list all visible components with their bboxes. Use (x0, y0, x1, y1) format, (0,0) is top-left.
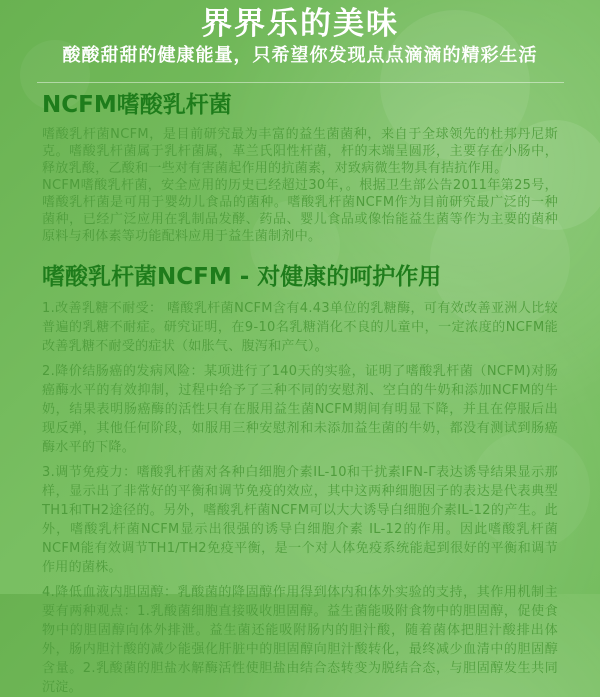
paragraph: 3.调节免疫力：嗜酸乳杆菌对各种白细胞介素IL-10和干扰素IFN-Γ表达诱导结果显示那样，显示出了非常好的平衡和调节免疫的效应，其中这两种细胞因子的表达是代表典型TH1和TH2途径的。另外，嗜酸乳杆菌NCFM可以大大诱导白细胞介素IL-12的产生。此外，嗜酸乳杆菌NCFM显示出很强的诱导白细胞介素 IL-12的作用。因此嗜酸乳杆菌NCFM能有效调节TH1/TH2免疫平衡，是一个对人体免疫系统能起到很好的平衡和调节作用的菌株。 (42, 465, 558, 575)
section-health-benefits (42, 264, 558, 697)
page-subtitle: 酸酸甜甜的健康能量，只希望你发现点点滴滴的精彩生活 (62, 45, 538, 66)
paragraph: 2.降价结肠癌的发病风险：某项进行了140天的实验，证明了嗜酸乳杆菌（NCFM)对肠癌酶水平的有效抑制，过程中给予了三种不同的安慰剂、空白的牛奶和添加NCFM的牛奶，结果表明肠癌酶的活性只有在服用益生菌NCFM期间有明显下降，并且在停服后出现反弹，其他任何阶段，如服用三种安慰剂和未添加益生菌的牛奶，都没有测试到肠癌酶水平的下降。 (42, 364, 558, 455)
paragraph: 1.改善乳糖不耐受： 嗜酸乳杆菌NCFM含有4.43单位的乳糖酶，可有效改善亚洲人比较普遍的乳糖不耐症。研究证明，在9-10名乳糖消化不良的儿童中，一定浓度的NCFM能改善乳糖不耐受的症状（如胀气、腹泻和产气）。 (42, 301, 558, 354)
page-title: 界界乐的美味 (201, 6, 399, 42)
content-area (0, 92, 600, 697)
section-heading-health-benefits: 嗜酸乳杆菌NCFM - 对健康的呵护作用 (42, 264, 442, 290)
paragraph: 4.降低血液内胆固醇：乳酸菌的降固醇作用得到体内和体外实验的支持，其作用机制主要有两种观点：1.乳酸菌细胞直接吸收胆固醇。益生菌能吸附食物中的胆固醇，促使食物中的胆固醇向体外排泄。益生菌还能吸附肠内的胆汁酸，随着菌体把胆汁酸排出体外，肠内胆汁酸的减少能强化肝脏中的胆固醇向胆汁酸转化，最终减少血清中的胆固醇含量。2.乳酸菌的胆盐水解酶活性使胆盐由结合态转变为脱结合态，与胆固醇发生共同沉淀。 (42, 585, 558, 695)
paragraph: 嗜酸乳杆菌NCFM，是目前研究最为丰富的益生菌菌种，来自于全球领先的杜邦丹尼斯克。嗜酸乳杆菌属于乳杆菌属，革兰氏阳性杆菌，杆的末端呈圆形，主要存在小肠中，释放乳酸，乙酸和一些对有害菌起作用的抗菌素，对致病微生物具有拮抗作用。 (42, 127, 558, 176)
section-ncfm-intro (42, 92, 558, 245)
section-heading-ncfm: NCFM嗜酸乳杆菌 (42, 92, 232, 118)
paragraph: NCFM嗜酸乳杆菌，安全应用的历史已经超过30年，。根据卫生部公告2011年第25号，嗜酸乳杆菌是可用于婴幼儿食品的菌种。嗜酸乳杆菌NCFM作为目前研究最广泛的一种菌种，已经广泛应用在乳制品发酵、药品、婴儿食品或像怡能益生菌等作为主要的菌种原料与利体素等功能配料应用于益生菌制剂中。 (42, 178, 558, 244)
divider-line (37, 82, 564, 83)
